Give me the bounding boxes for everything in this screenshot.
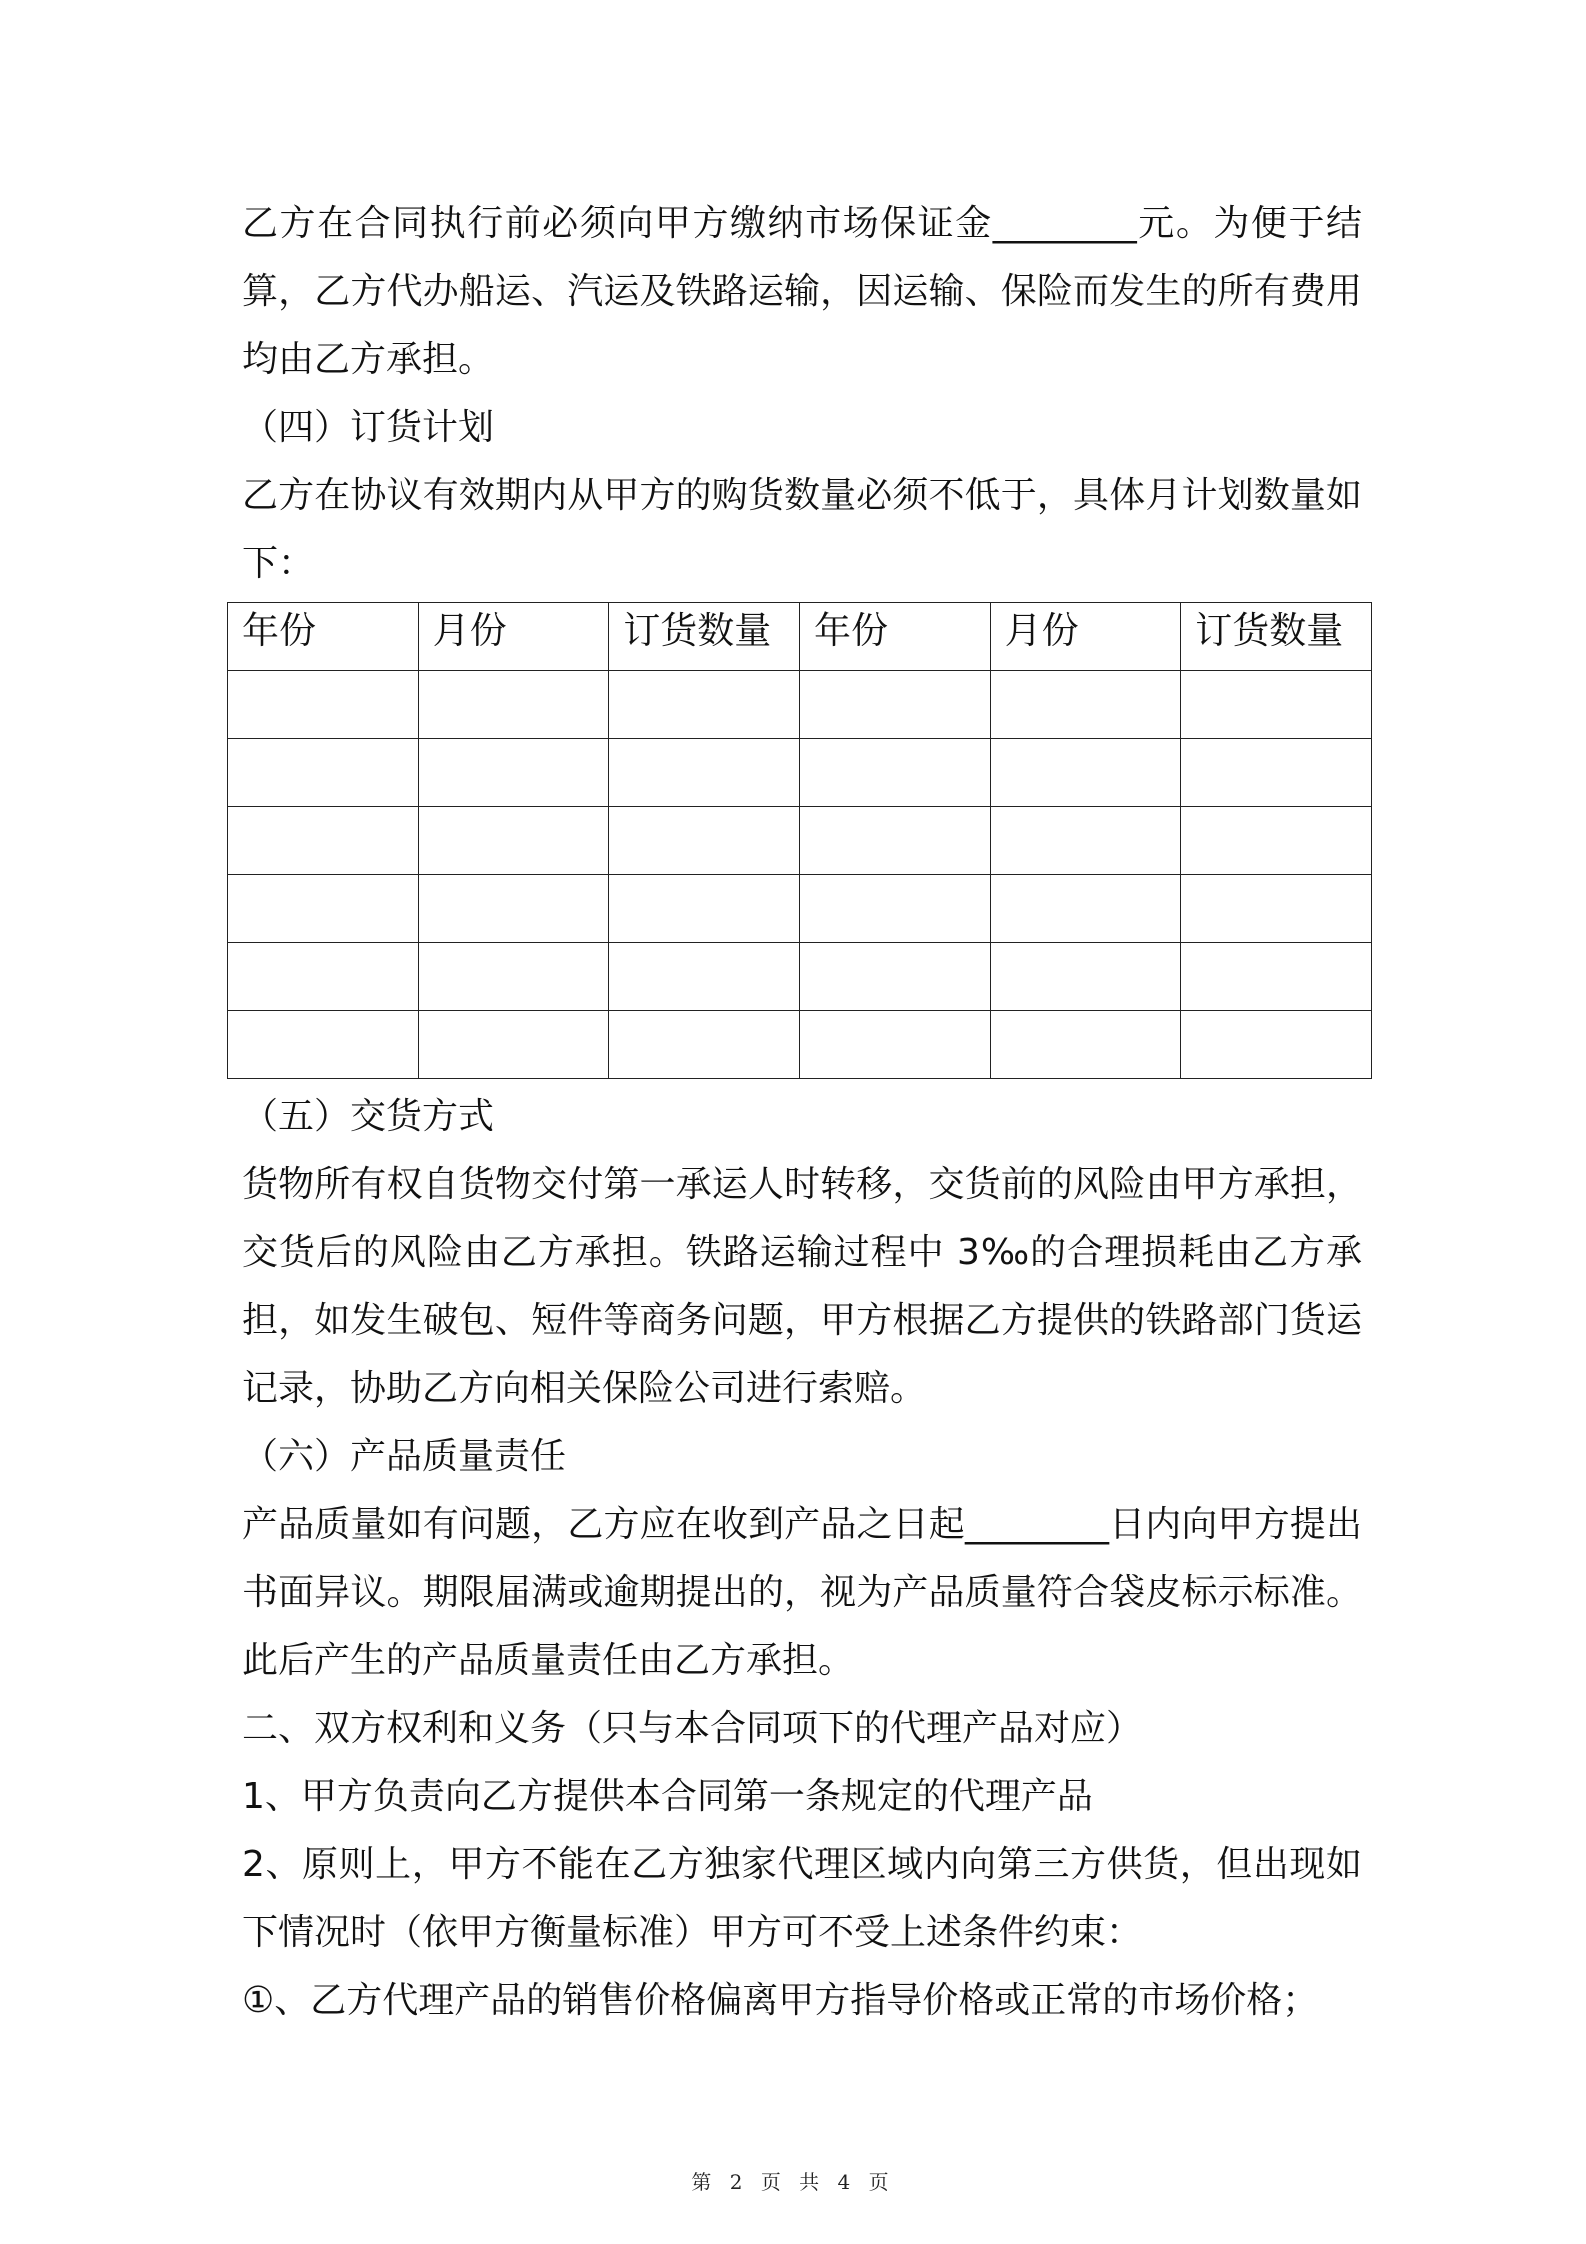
table-cell: [1181, 943, 1372, 1011]
table-cell: [1181, 739, 1372, 807]
header-quantity-1: 订货数量: [609, 603, 800, 671]
section-heading-quality: （六）产品质量责任: [242, 1436, 567, 1477]
header-month-2: 月份: [990, 603, 1181, 671]
table-header-row: [228, 603, 1372, 671]
table-cell: [418, 1011, 609, 1079]
table-row: [228, 739, 1372, 807]
table-cell: [799, 875, 990, 943]
page-number-footer: 第 2 页 共 4 页: [691, 2170, 895, 2194]
table-row: [228, 671, 1372, 739]
table-row: [228, 875, 1372, 943]
table-cell: [228, 739, 419, 807]
table-cell: [418, 943, 609, 1011]
table-row: [228, 807, 1372, 875]
table-cell: [609, 671, 800, 739]
table-cell: [418, 807, 609, 875]
table-cell: [990, 739, 1181, 807]
table-cell: [1181, 875, 1372, 943]
table-cell: [990, 671, 1181, 739]
header-month-1: 月份: [418, 603, 609, 671]
table-cell: [990, 943, 1181, 1011]
table-cell: [799, 1011, 990, 1079]
table-cell: [228, 807, 419, 875]
obligation-item-2: 2、原则上，甲方不能在乙方独家代理区域内向第三方供货，但出现如下情况时（依甲方衡量标准）甲方可不受上述条件约束：: [242, 1844, 1362, 1953]
table-cell: [990, 1011, 1181, 1079]
deposit-clause: 乙方在合同执行前必须向甲方缴纳市场保证金________元。为便于结算，乙方代办船运、汽运及铁路运输，因运输、保险而发生的所有费用均由乙方承担。: [242, 203, 1362, 380]
document-body: [242, 190, 1362, 2035]
table-cell: [228, 1011, 419, 1079]
table-cell: [228, 875, 419, 943]
obligation-item-1: 1、甲方负责向乙方提供本合同第一条规定的代理产品: [242, 1776, 1093, 1817]
table-cell: [799, 671, 990, 739]
section-heading-rights-obligations: 二、双方权利和义务（只与本合同项下的代理产品对应）: [242, 1708, 1143, 1749]
table-cell: [799, 943, 990, 1011]
header-year-1: 年份: [228, 603, 419, 671]
table-cell: [1181, 1011, 1372, 1079]
table-cell: [799, 739, 990, 807]
table-cell: [1181, 671, 1372, 739]
table-cell: [418, 875, 609, 943]
table-cell: [609, 1011, 800, 1079]
order-plan-clause: 乙方在协议有效期内从甲方的购货数量必须不低于，具体月计划数量如下：: [242, 475, 1362, 584]
table-cell: [228, 671, 419, 739]
table-cell: [609, 943, 800, 1011]
obligation-subitem-1: ①、乙方代理产品的销售价格偏离甲方指导价格或正常的市场价格；: [242, 1980, 1319, 2021]
table-cell: [990, 807, 1181, 875]
order-plan-table: [227, 602, 1372, 1079]
table-cell: [799, 807, 990, 875]
table-cell: [609, 875, 800, 943]
table-cell: [609, 739, 800, 807]
table-cell: [418, 671, 609, 739]
header-quantity-2: 订货数量: [1181, 603, 1372, 671]
table-row: [228, 943, 1372, 1011]
table-cell: [609, 807, 800, 875]
delivery-clause: 货物所有权自货物交付第一承运人时转移，交货前的风险由甲方承担，交货后的风险由乙方承担。铁路运输过程中 3‰的合理损耗由乙方承担，如发生破包、短件等商务问题，甲方根据乙方提供的铁路部门货运记录，协助乙方向相关保险公司进行索赔。: [242, 1164, 1362, 1409]
header-year-2: 年份: [799, 603, 990, 671]
table-cell: [228, 943, 419, 1011]
table-cell: [1181, 807, 1372, 875]
table-cell: [418, 739, 609, 807]
section-heading-delivery: （五）交货方式: [242, 1096, 495, 1137]
quality-clause: 产品质量如有问题，乙方应在收到产品之日起________日内向甲方提出书面异议。期限届满或逾期提出的，视为产品质量符合袋皮标示标准。此后产生的产品质量责任由乙方承担。: [242, 1504, 1362, 1681]
section-heading-order-plan: （四）订货计划: [242, 407, 495, 448]
table-cell: [990, 875, 1181, 943]
table-row: [228, 1011, 1372, 1079]
